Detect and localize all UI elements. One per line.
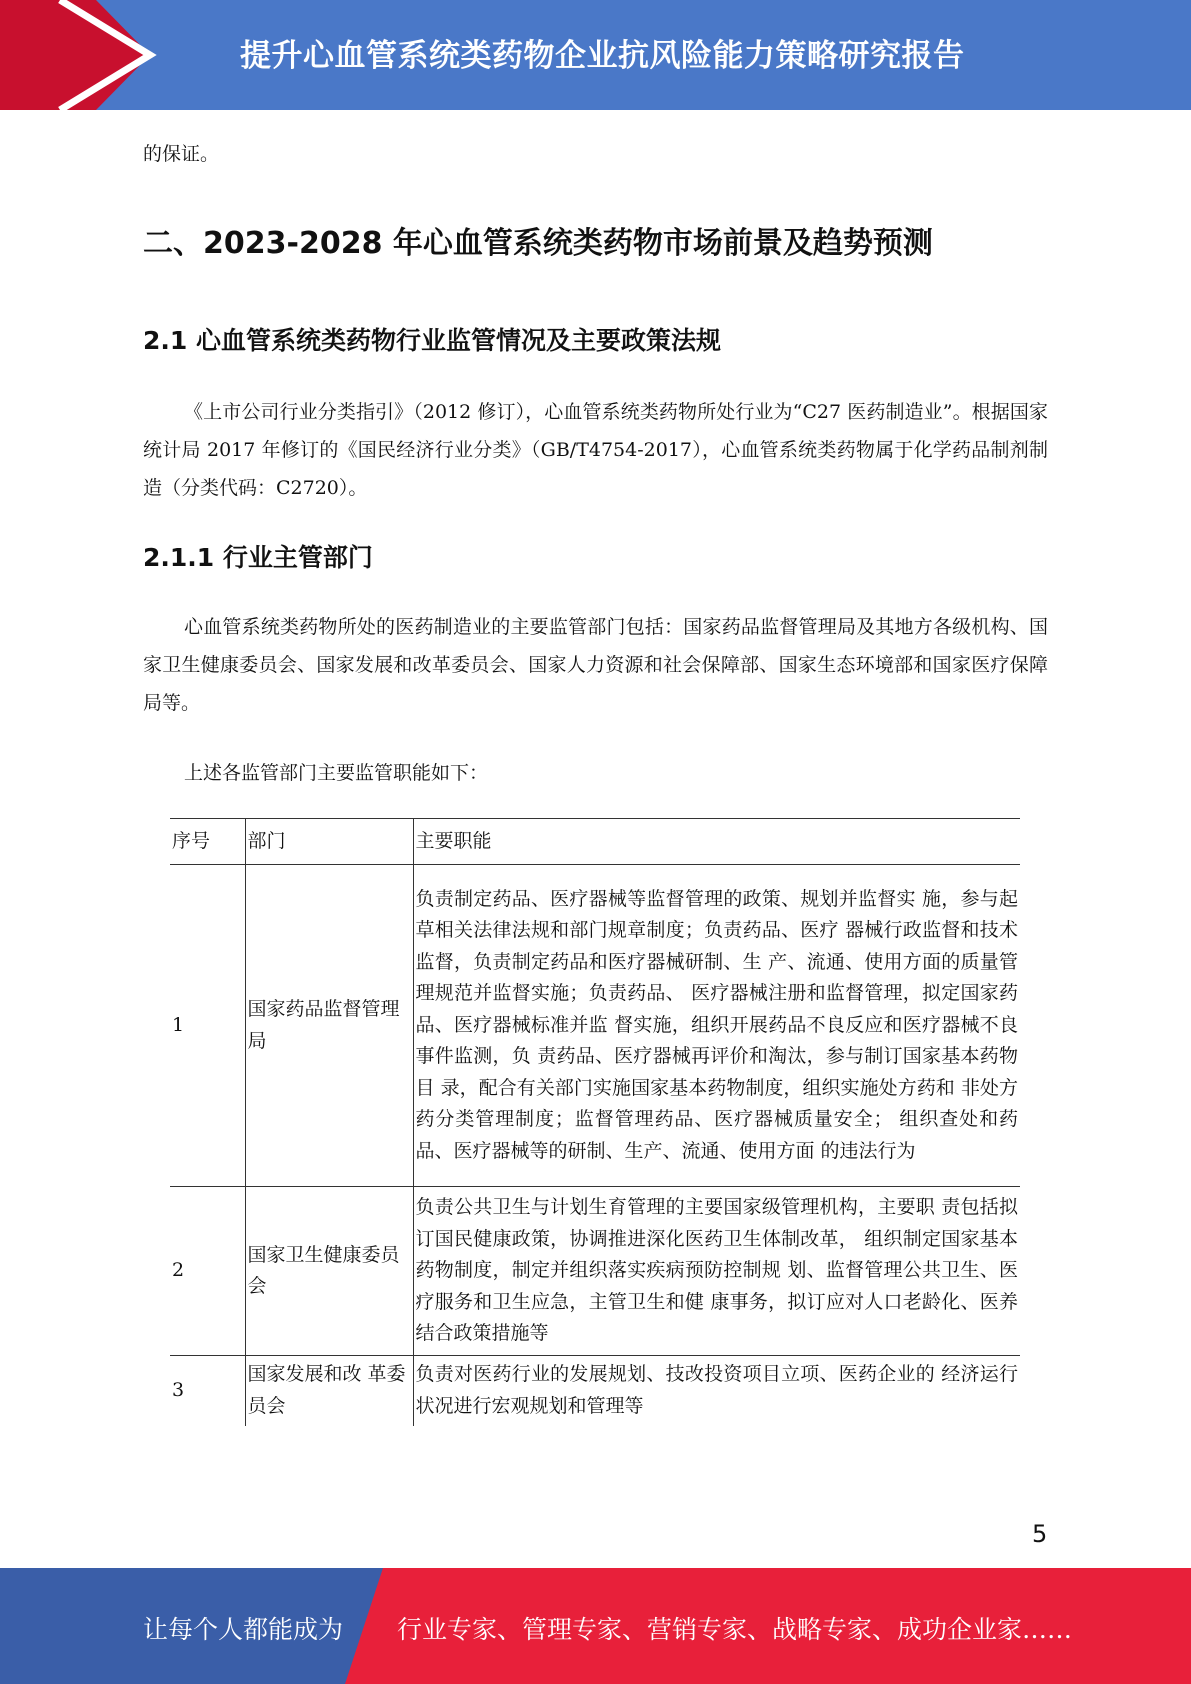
row-index: 2	[170, 1187, 245, 1356]
row-department: 国家药品监督管理局	[245, 865, 413, 1187]
row-department: 国家发展和改 革委员会	[245, 1356, 413, 1426]
subsection-heading: 2.1 心血管系统类药物行业监管情况及主要政策法规	[143, 326, 721, 355]
table-row	[170, 1356, 1020, 1426]
header-banner	[0, 0, 1191, 110]
header-duties: 主要职能	[413, 819, 1020, 865]
report-title: 提升心血管系统类药物企业抗风险能力策略研究报告	[240, 38, 965, 74]
header-index: 序号	[170, 819, 245, 865]
table-row	[170, 1187, 1020, 1356]
row-duties: 负责对医药行业的发展规划、技改投资项目立项、医药企业的 经济运行状况进行宏观规划和管理等	[413, 1356, 1020, 1426]
footer-banner	[0, 1568, 1191, 1684]
page-number: 5	[1032, 1520, 1048, 1548]
row-duties: 负责公共卫生与计划生育管理的主要国家级管理机构，主要职 责包括拟订国民健康政策，协调推进深化医药卫生体制改革， 组织制定国家基本药物制度，制定并组织落实疾病预防控制规 划、监督管理公共卫生、医疗服务和卫生应急，主管卫生和健 康事务，拟订应对人口老龄化、医养结合政策措施等	[413, 1187, 1020, 1356]
row-index: 3	[172, 1379, 185, 1401]
footer-slogan-left: 让每个人都能成为	[143, 1615, 344, 1644]
regulators-table	[170, 818, 1020, 1426]
header-department: 部门	[245, 819, 413, 865]
table-row	[170, 865, 1020, 1187]
row-department: 国家卫生健康委员会	[245, 1187, 413, 1356]
section-heading: 二、2023-2028 年心血管系统类药物市场前景及趋势预测	[143, 226, 933, 261]
row-index: 1	[170, 865, 245, 1187]
paragraph-industry-classification: 《上市公司行业分类指引》（2012 修订），心血管系统类药物所处行业为“C27 医药制造业”。根据国家统计局 2017 年修订的《国民经济行业分类》（GB/T4754-2017），心血管系统类药物属于化学药品制剂制造（分类代码：C2720）。	[143, 401, 1048, 499]
footer-slogan-right: 行业专家、管理专家、营销专家、战略专家、成功企业家……	[397, 1615, 1073, 1644]
paragraph-regulators: 心血管系统类药物所处的医药制造业的主要监管部门包括：国家药品监督管理局及其地方各级机构、国家卫生健康委员会、国家发展和改革委员会、国家人力资源和社会保障部、国家生态环境部和国家医疗保障局等。	[143, 616, 1048, 714]
continuation-text: 的保证。	[143, 143, 220, 165]
subsubsection-heading: 2.1.1 行业主管部门	[143, 543, 373, 572]
paragraph-table-intro: 上述各监管部门主要监管职能如下：	[184, 762, 489, 784]
row-duties: 负责制定药品、医疗器械等监督管理的政策、规划并监督实 施，参与起草相关法律法规和部门规章制度；负责药品、医疗 器械行政监督和技术监督，负责制定药品和医疗器械研制、生 产、流通、使用方面的质量管理规范并监督实施；负责药品、 医疗器械注册和监督管理，拟定国家药品、医疗器械标准并监 督实施，组织开展药品不良反应和医疗器械不良事件监测，负 责药品、医疗器械再评价和淘汰，参与制订国家基本药物目 录，配合有关部门实施国家基本药物制度，组织实施处方药和 非处方药分类管理制度；监督管理药品、医疗器械质量安全； 组织查处和药品、医疗器械等的研制、生产、流通、使用方面 的违法行为	[413, 865, 1020, 1187]
table-header-row	[170, 819, 1020, 865]
